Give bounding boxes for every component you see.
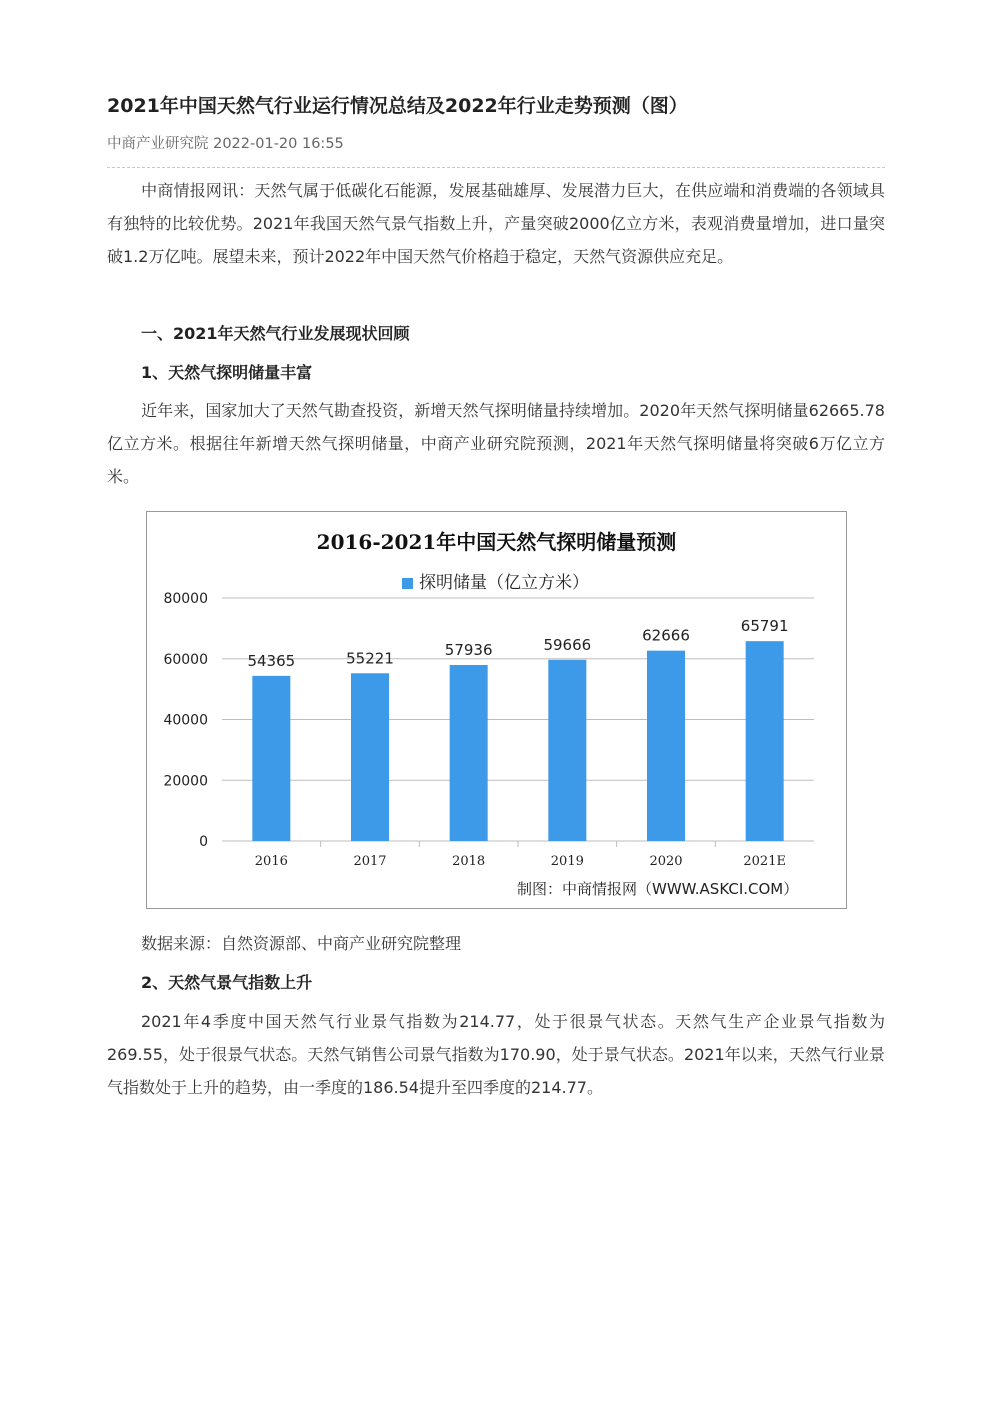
data-label: 65791: [740, 617, 789, 636]
bar: [548, 660, 586, 841]
x-tick-label: 2021E: [743, 854, 786, 869]
x-tick-label: 2019: [550, 854, 584, 869]
y-tick-label: 20000: [163, 773, 208, 790]
y-tick-label: 0: [199, 834, 208, 850]
article-title: 2021年中国天然气行业运行情况总结及2022年行业走势预测（图）: [107, 95, 688, 117]
legend-label: 探明储量（亿立方米）: [419, 573, 589, 593]
chart-credit: 制图：中商情报网（WWW.ASKCI.COM）: [517, 880, 799, 898]
data-label: 54365: [247, 651, 296, 670]
y-tick-label: 40000: [163, 712, 208, 729]
reserves-chart: [146, 511, 847, 909]
data-label: 55221: [346, 649, 394, 668]
section-heading: 一、2021年天然气行业发展现状回顾: [141, 324, 410, 343]
chart-plot: [147, 512, 846, 908]
bar: [351, 673, 389, 841]
data-label: 59666: [543, 635, 592, 654]
subsection-heading: 1、天然气探明储量丰富: [141, 363, 313, 382]
data-label: 57936: [444, 641, 493, 660]
subsection-heading: 2、天然气景气指数上升: [141, 973, 313, 992]
bar: [647, 651, 685, 841]
intro-paragraph: 中商情报网讯：天然气属于低碳化石能源，发展基础雄厚、发展潜力巨大，在供应端和消费端的各领域具有独特的比较优势。2021年我国天然气景气指数上升，产量突破2000亿立方米，表观消费量增加，进口量突破1.2万亿吨。展望未来，预计2022年中国天然气价格趋于稳定，天然气资源供应充足。: [107, 181, 885, 266]
y-tick-label: 60000: [163, 651, 208, 668]
y-tick-label: 80000: [163, 591, 208, 607]
bar: [746, 641, 784, 841]
x-tick-label: 2020: [649, 854, 683, 869]
x-tick-label: 2017: [353, 854, 387, 869]
x-tick-label: 2016: [254, 854, 288, 869]
reserves-paragraph: 近年来，国家加大了天然气勘查投资，新增天然气探明储量持续增加。2020年天然气探明储量62665.78亿立方米。根据往年新增天然气探明储量，中商产业研究院预测，2021年天然气探明储量将突破6万亿立方米。: [107, 401, 885, 486]
article-meta: 中商产业研究院 2022-01-20 16:55: [107, 136, 344, 152]
divider: [107, 167, 885, 168]
x-tick-label: 2018: [452, 854, 486, 869]
data-label: 62666: [642, 626, 690, 645]
index-paragraph: 2021年4季度中国天然气行业景气指数为214.77，处于很景气状态。天然气生产企业景气指数为269.55，处于很景气状态。天然气销售公司景气指数为170.90，处于景气状态。2021年以来，天然气行业景气指数处于上升的趋势，由一季度的186.54提升至四季度的214.77。: [107, 1012, 885, 1097]
bar: [450, 665, 488, 841]
chart-title: 2016-2021年中国天然气探明储量预测: [316, 530, 677, 554]
data-source: 数据来源：自然资源部、中商产业研究院整理: [141, 934, 462, 953]
bar: [252, 676, 290, 841]
